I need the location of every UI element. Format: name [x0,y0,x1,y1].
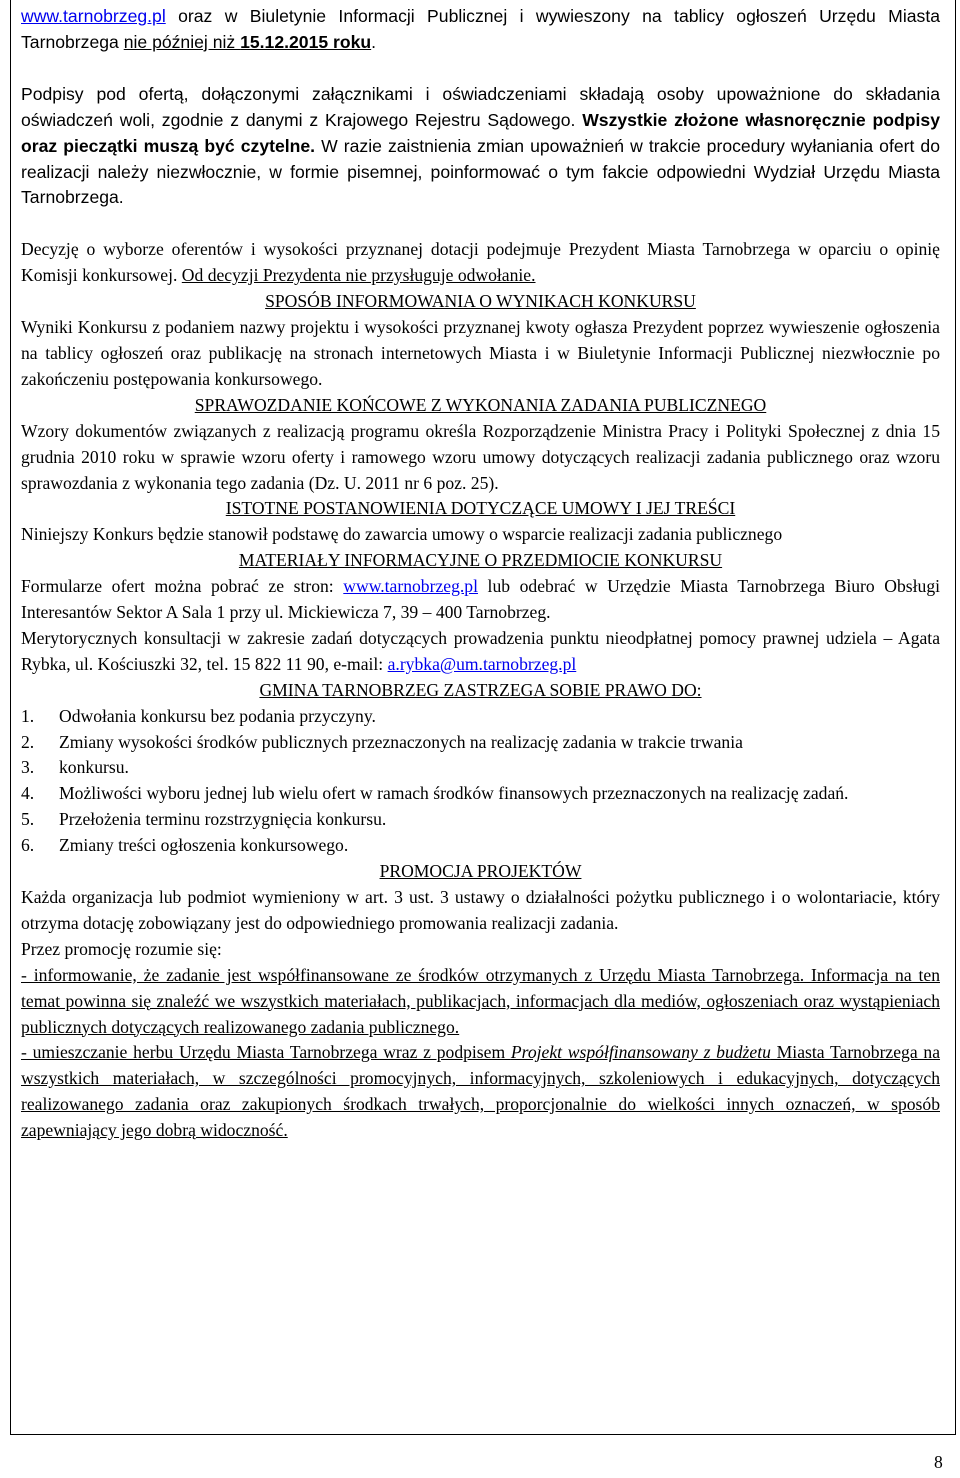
document-body [21,4,940,1144]
list-text: Możliwości wyboru jednej lub wielu ofert w ramach środków finansowych przeznaczonych na realizację zadań. [59,783,849,804]
list-item [21,704,940,730]
list-text: Przełożenia terminu rozstrzygnięcia konkursu. [59,809,387,830]
list-number: 2. [21,731,35,752]
coat-text-rest: Miasta Tarnobrzega na wszystkich materiałach, w szczególności promocyjnych, informacyjnych, szkoleniowych i edukacyjnych, dotyczących realizowanego zadania oraz zakupionych środkach trwałych, proporcjonalnie do wielkości innych oznaczeń, w sposób zapewniający jego dobrą widoczność. [21,1042,941,1141]
paragraph-agreement: Niniejszy Konkurs będzie stanowił podstawę do zawarcia umowy o wsparcie realizacji zadania publicznego [21,524,783,545]
no-appeal-text: Od decyzji Prezydenta nie przysługuje odwołanie. [181,265,536,286]
list-number: 3. [21,757,35,778]
paragraph-promotion-intro: Przez promocję rozumie się: [21,938,222,959]
list-text: Zmiany treści ogłoszenia konkursowego. [59,835,349,856]
list-text: konkursu. [59,757,129,778]
page-number: 8 [934,1452,943,1472]
paragraph-consultations [21,626,940,678]
heading-promotion: PROMOCJA PROJEKTÓW [379,861,582,882]
deadline-text: nie później niż [123,31,241,52]
forms-text: Formularze ofert można pobrać ze stron: [21,576,344,597]
list-text: Zmiany wysokości środków publicznych przeznaczonych na realizację zadania w trakcie trwania [59,731,743,752]
heading-rights: GMINA TARNOBRZEG ZASTRZEGA SOBIE PRAWO DO: [259,679,702,700]
paragraph-informing: - informowanie, że zadanie jest współfinansowane ze środków otrzymanych z Urzędu Miasta Tarnobrzega. Informacja na ten temat powinna się znaleźć we wszystkich materiałach, publikacjach, informacjach dla mediów, ogłoszeniach oraz wystąpieniach publicznych dotyczących realizowanego zadania publicznego. [21,964,940,1037]
list-item [21,755,940,781]
forms-link[interactable]: www.tarnobrzeg.pl [343,576,478,597]
list-number: 6. [21,835,35,856]
paragraph-promotion: Każda organizacja lub podmiot wymieniony w art. 3 ust. 3 ustawy o działalności pożytku publicznego i o wolontariacie, który otrzyma dotację zobowiązany jest do odpowiedniego promowania realizacji zadania. [21,887,940,933]
paragraph-coat-of-arms [21,1040,940,1144]
decision-text: Decyzję o wyborze oferentów i wysokości przyznanej dotacji podejmuje Prezydent Miasta Tarnobrzega w oparciu o opinię Komisji konkursowej. [21,239,940,286]
paragraph-decision [21,237,940,289]
heading-materials: MATERIAŁY INFORMACYJNE O PRZEDMIOCIE KONKURSU [238,550,723,571]
list-number: 4. [21,783,35,804]
heading-report: SPRAWOZDANIE KOŃCOWE Z WYKONANIA ZADANIA PUBLICZNEGO [194,394,767,415]
list-number: 1. [21,705,35,726]
heading-agreement: ISTOTNE POSTANOWIENIA DOTYCZĄCE UMOWY I JEJ TREŚCI [225,498,736,519]
publication-text: oraz w Biuletynie Informacji Publicznej i wywieszony na tablicy ogłoszeń Urzędu Miasta Tarnobrzega [21,6,940,52]
list-number: 5. [21,809,35,830]
coat-caption: Projekt współfinansowany z budżetu [510,1042,771,1063]
consultations-text: Merytorycznych konsultacji w zakresie zadań dotyczących prowadzenia punktu nieodpłatnej pomocy prawnej udziela – Agata Rybka, ul. Kościuszki 32, tel. 15 822 11 90, e-mail: [21,627,940,674]
forms-address: lub odebrać w Urzędzie Miasta Tarnobrzega Biuro Obsługi Interesantów Sektor A Sala 1 przy ul. Mickiewicza 7, 39 – 400 Tarnobrzeg. [21,576,941,623]
changes-text: W razie zaistnienia zmian upoważnień w trakcie procedury wyłaniania ofert do realizacji należy niezwłocznie, w formie pisemnej, poinformować o tym fakcie odpowiedni Wydział Urzędu Miasta Tarnobrzega. [21,135,940,208]
list-text: Odwołania konkursu bez podania przyczyny. [59,705,376,726]
signatures-text: Podpisy pod ofertą, dołączonymi załącznikami i oświadczeniami składają osoby upoważnione do składania oświadczeń woli, zgodnie z danymi z Krajowego Rejestru Sądowego. [21,83,940,130]
list-item [21,781,940,807]
deadline-date: 15.12.2015 roku [240,31,372,52]
website-link[interactable]: www.tarnobrzeg.pl [21,6,166,26]
paragraph-report: Wzory dokumentów związanych z realizacją programu określa Rozporządzenie Ministra Pracy i Polityki Społecznej z dnia 15 grudnia 2010 roku w sprawie wzoru oferty i ramowego wzoru umowy dotyczących realizacji zadania publicznego oraz wzoru sprawozdania z wykonania tego zadania (Dz. U. 2011 nr 6 poz. 25). [21,420,940,493]
list-item [21,833,940,859]
coat-text: - umieszczanie herbu Urzędu Miasta Tarnobrzega wraz z podpisem [21,1042,511,1063]
heading-results: SPOSÓB INFORMOWANIA O WYNIKACH KONKURSU [265,291,696,312]
period: . [371,31,377,52]
rights-list [21,704,940,859]
paragraph-results: Wyniki Konkursu z podaniem nazwy projektu i wysokości przyznanej kwoty ogłasza Prezydent poprzez wywieszenie ogłoszenia na tablicy ogłoszeń oraz publikację na stronach internetowych Miasta i w Biuletynie Informacji Publicznej niezwłocznie po zakończeniu postępowania konkursowego. [21,317,940,389]
paragraph-publication [21,4,940,56]
list-item [21,730,940,756]
paragraph-signatures [21,82,940,212]
paragraph-forms [21,574,940,626]
list-item [21,807,940,833]
signatures-bold: Wszystkie złożone własnoręcznie podpisy oraz pieczątki muszą być czytelne. [21,109,940,156]
email-link[interactable]: a.rybka@um.tarnobrzeg.pl [387,653,577,674]
